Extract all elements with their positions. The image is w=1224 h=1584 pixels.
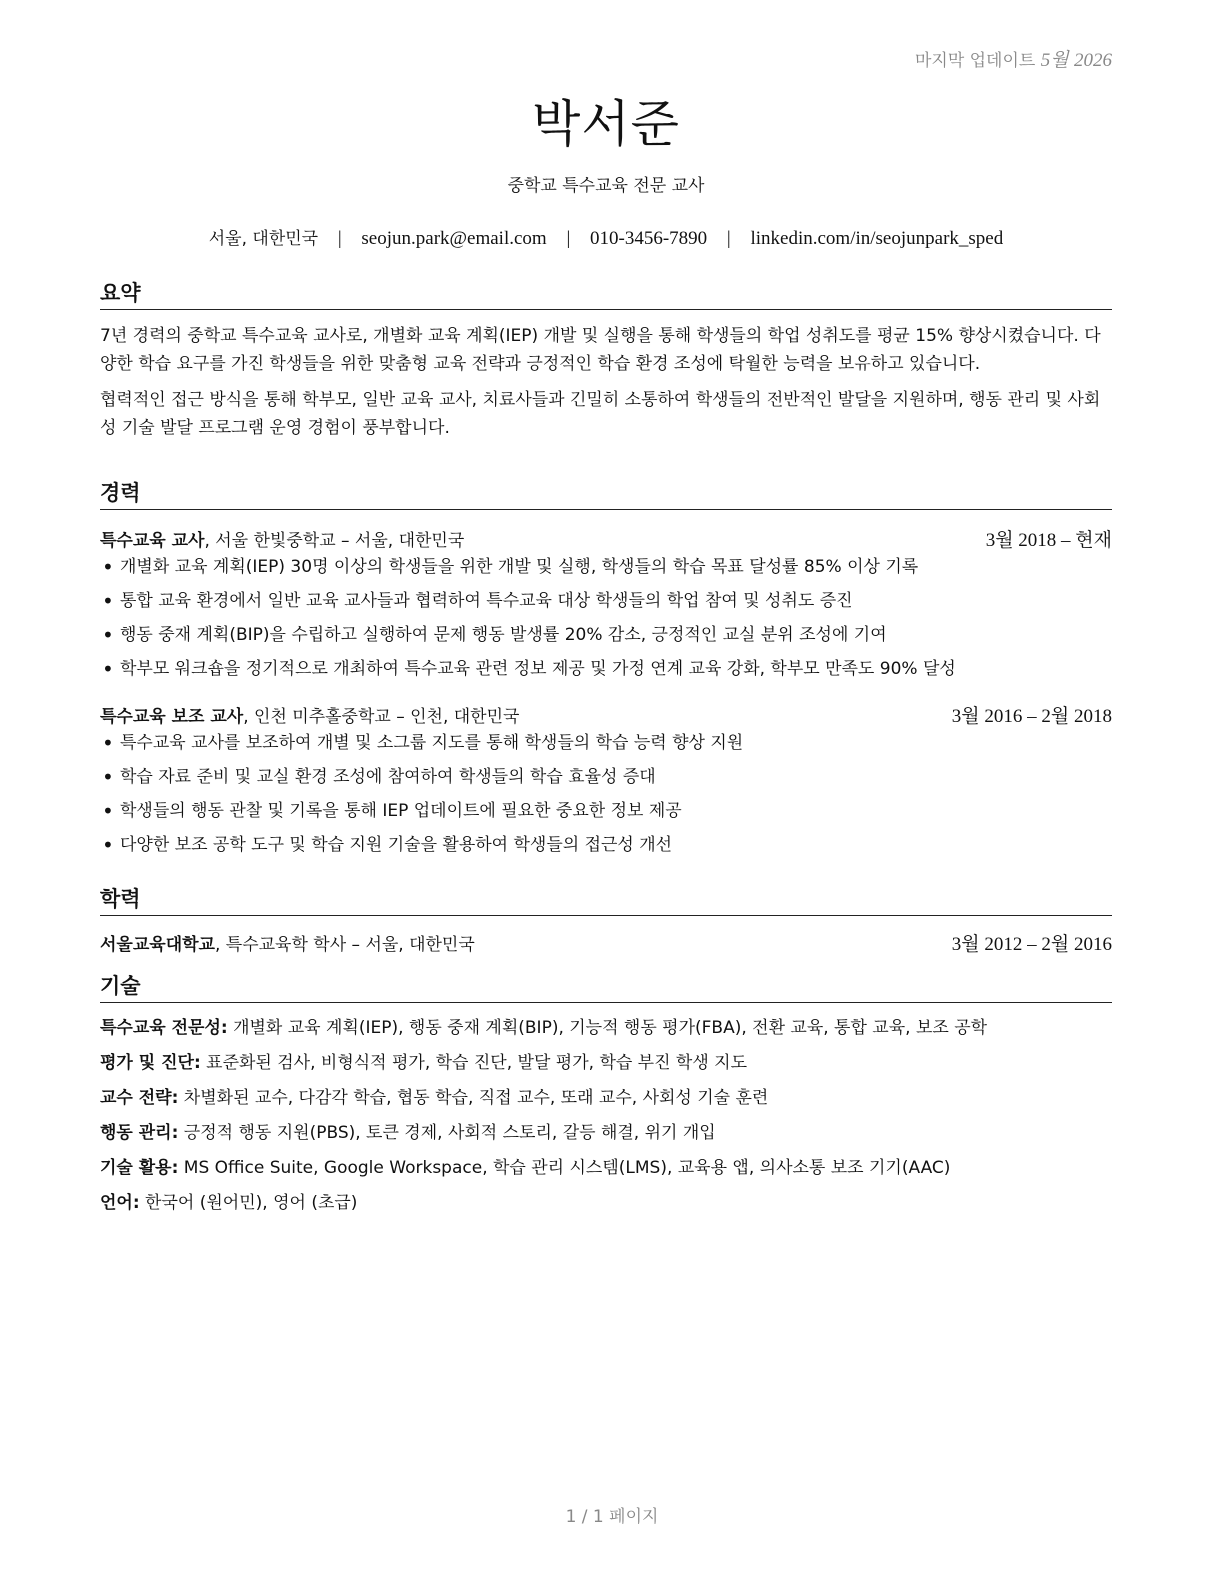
skill-label: 특수교육 전문성: [100, 1018, 228, 1038]
updated-year: 2026 [1074, 50, 1112, 71]
job-entry [100, 700, 1112, 864]
skills-list [100, 1013, 1112, 1223]
job-header [100, 524, 1112, 552]
education-dates: 3월 2012 – 2월 2016 [951, 933, 1112, 955]
job-dates: 3월 2018 – 현재 [985, 529, 1112, 551]
skill-label: 교수 전략: [100, 1088, 179, 1108]
contact-linkedin[interactable]: linkedin.com/in/seojunpark_sped [750, 228, 1004, 249]
job-bullet: • 학생들의 행동 관찰 및 기록을 통해 IEP 업데이트에 필요한 중요한 정보 제공 [100, 796, 1112, 830]
job-dates: 3월 2016 – 2월 2018 [951, 705, 1112, 727]
education-entry [100, 928, 1112, 956]
job-bullet: • 특수교육 교사를 보조하여 개별 및 소그룹 지도를 통해 학생들의 학습 능력 향상 지원 [100, 728, 1112, 762]
skill-label: 행동 관리: [100, 1123, 179, 1143]
contact-separator: | [337, 228, 342, 249]
page-number: 1 / 1 페이지 [565, 1507, 659, 1527]
skill-row [100, 1118, 1112, 1153]
summary-section [100, 277, 1112, 442]
skill-value: 긍정적 행동 지원(PBS), 토큰 경제, 사회적 스토리, 갈등 해결, 위기 개입 [178, 1123, 716, 1143]
job-entry [100, 524, 1112, 688]
contact-phone: 010-3456-7890 [590, 228, 708, 249]
skill-label: 기술 활용: [100, 1158, 179, 1178]
contact-separator: | [566, 228, 571, 249]
section-heading-skills: 기술 [100, 970, 1112, 1003]
job-bullet: • 다양한 보조 공학 도구 및 학습 지원 기술을 활용하여 학생들의 접근성 개선 [100, 830, 1112, 864]
education-section [100, 883, 1112, 956]
job-bullets [100, 552, 1112, 688]
skill-value: 표준화된 검사, 비형식적 평가, 학습 진단, 발달 평가, 학습 부진 학생 지도 [200, 1053, 748, 1073]
job-bullet: • 행동 중재 계획(BIP)을 수립하고 실행하여 문제 행동 발생률 20% 감소, 긍정적인 교실 분위 조성에 기여 [100, 620, 1112, 654]
skill-row [100, 1188, 1112, 1223]
job-bullets [100, 728, 1112, 864]
education-school: 서울교육대학교 [100, 934, 215, 955]
summary-paragraph: 7년 경력의 중학교 특수교육 교사로, 개별화 교육 계획(IEP) 개발 및 실행을 통해 학생들의 학업 성취도를 평균 15% 향상시켰습니다. 다양한 학습 요구를 가진 학생들을 위한 맞춤형 교육 전략과 긍정적인 학습 환경 조성에 탁월한 능력을 보유하고 있습니다. [100, 326, 1101, 374]
summary-paragraph: 협력적인 접근 방식을 통해 학부모, 일반 교육 교사, 치료사들과 긴밀히 소통하여 학생들의 전반적인 발달을 지원하며, 행동 관리 및 사회성 기술 발달 프로그램 운영 경험이 풍부합니다. [100, 390, 1101, 438]
job-bullet: • 통합 교육 환경에서 일반 교육 교사들과 협력하여 특수교육 대상 학생들의 학업 참여 및 성취도 증진 [100, 586, 1112, 620]
contact-location: 서울, 대한민국 [208, 229, 319, 249]
job-header [100, 700, 1112, 728]
updated-label: 마지막 업데이트 [914, 51, 1036, 71]
skill-value: 개별화 교육 계획(IEP), 행동 중재 계획(BIP), 기능적 행동 평가(FBA), 전환 교육, 통합 교육, 보조 공학 [227, 1018, 988, 1038]
job-role: 특수교육 교사 [100, 530, 205, 551]
last-updated [915, 45, 1112, 72]
skill-row [100, 1048, 1112, 1083]
job-org: , 서울 한빛중학교 – 서울, 대한민국 [204, 530, 465, 551]
skill-value: 차별화된 교수, 다감각 학습, 협동 학습, 직접 교수, 또래 교수, 사회성 기술 훈련 [178, 1088, 769, 1108]
section-heading-education: 학력 [100, 883, 1112, 916]
contact-line [100, 224, 1112, 250]
job-org: , 인천 미추홀중학교 – 인천, 대한민국 [243, 706, 520, 727]
education-detail: , 특수교육학 학사 – 서울, 대한민국 [214, 934, 475, 955]
contact-email[interactable]: seojun.park@email.com [361, 228, 547, 249]
section-heading-experience: 경력 [100, 477, 1112, 510]
skills-section [100, 970, 1112, 1223]
section-heading-summary: 요약 [100, 277, 1112, 310]
skill-label: 언어: [100, 1193, 140, 1213]
job-role: 특수교육 보조 교사 [100, 706, 244, 727]
job-bullet: • 학부모 워크숍을 정기적으로 개최하여 특수교육 관련 정보 제공 및 가정 연계 교육 강화, 학부모 만족도 90% 달성 [100, 654, 1112, 688]
skill-value: 한국어 (원어민), 영어 (초급) [139, 1193, 358, 1213]
candidate-title: 중학교 특수교육 전문 교사 [507, 176, 705, 196]
skill-row [100, 1153, 1112, 1188]
experience-section [100, 477, 1112, 864]
job-bullet: • 학습 자료 준비 및 교실 환경 조성에 참여하여 학생들의 학습 효율성 증대 [100, 762, 1112, 796]
skill-value: MS Office Suite, Google Workspace, 학습 관리 시스템(LMS), 교육용 앱, 의사소통 보조 기기(AAC) [178, 1158, 951, 1178]
skill-row [100, 1013, 1112, 1048]
contact-separator: | [726, 228, 731, 249]
candidate-name: 박서준 [532, 95, 680, 153]
skill-label: 평가 및 진단: [100, 1053, 201, 1073]
job-bullet: • 개별화 교육 계획(IEP) 30명 이상의 학생들을 위한 개발 및 실행, 학생들의 학습 목표 달성률 85% 이상 기록 [100, 552, 1112, 586]
updated-month: 5월 [1040, 50, 1069, 71]
skill-row [100, 1083, 1112, 1118]
